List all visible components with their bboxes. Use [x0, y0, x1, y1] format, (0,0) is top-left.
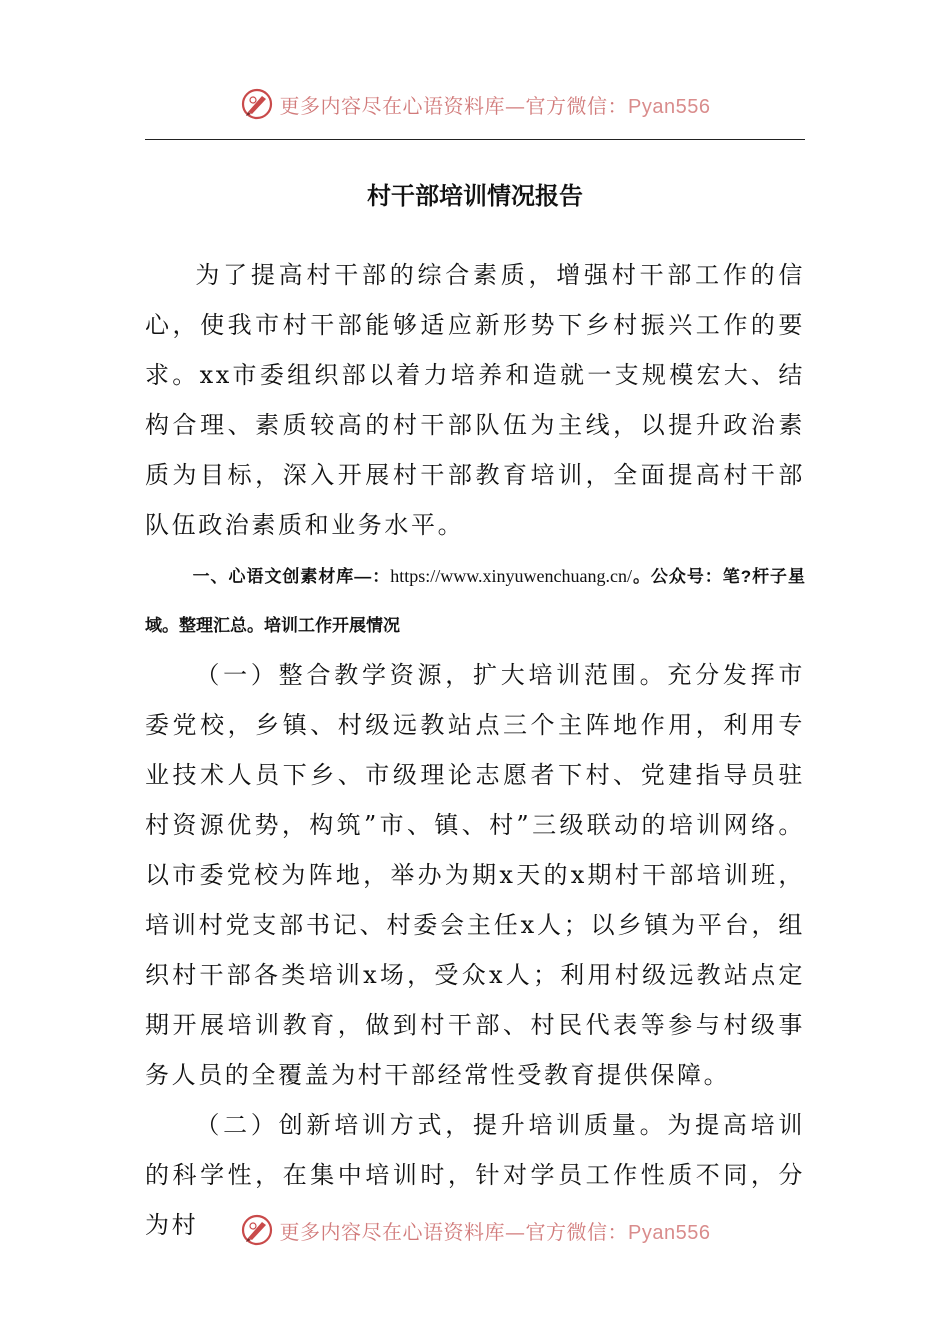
subsection-paragraph-1: （一）整合教学资源，扩大培训范围。充分发挥市委党校，乡镇、村级远教站点三个主阵地作用，利用专业技术人员下乡、市级理论志愿者下村、党建指导员驻村资源优势，构筑”市、镇、村”三级联动的培训网络。以市委党校为阵地，举办为期x天的x期村干部培训班，培训村党支部书记、村委会主任x人；以乡镇为平台，组织村干部各类培训x场，受众x人；利用村级远教站点定期开展培训教育，做到村干部、村民代表等参与村级事务人员的全覆盖为村干部经常性受教育提供保障。	[145, 661, 805, 1089]
document-body	[145, 250, 805, 1250]
footer-watermark	[0, 1210, 950, 1250]
header-watermark	[0, 84, 950, 124]
document-title: 村干部培训情况报告	[367, 181, 583, 210]
intro-paragraph: 为了提高村干部的综合素质，增强村干部工作的信心，使我市村干部能够适应新形势下乡村振兴工作的要求。xx市委组织部以着力培养和造就一支规模宏大、结构合理、素质较高的村干部队伍为主线，以提升政治素质为目标，深入开展村干部教育培训，全面提高村干部队伍政治素质和业务水平。	[145, 261, 805, 539]
watermark-text: 更多内容尽在心语资料库—官方微信：Pyan556	[279, 93, 711, 118]
watermark-text: 更多内容尽在心语资料库—官方微信：Pyan556	[279, 1219, 711, 1244]
pen-logo-icon	[240, 1213, 274, 1247]
section-heading: 一、心语文创素材库—：https://www.xinyuwenchuang.cn/。公众号：笔?杆子星域。整理汇总。培训工作开展情况	[145, 566, 805, 635]
pen-logo-icon	[240, 87, 274, 121]
subsection-paragraph-2: （二）创新培训方式，提升培训质量。为提高培训的科学性，在集中培训时，针对学员工作性质不同，分为村	[145, 1111, 805, 1239]
source-link[interactable]: https://www.xinyuwenchuang.cn/	[390, 566, 632, 586]
header-divider	[145, 139, 805, 140]
